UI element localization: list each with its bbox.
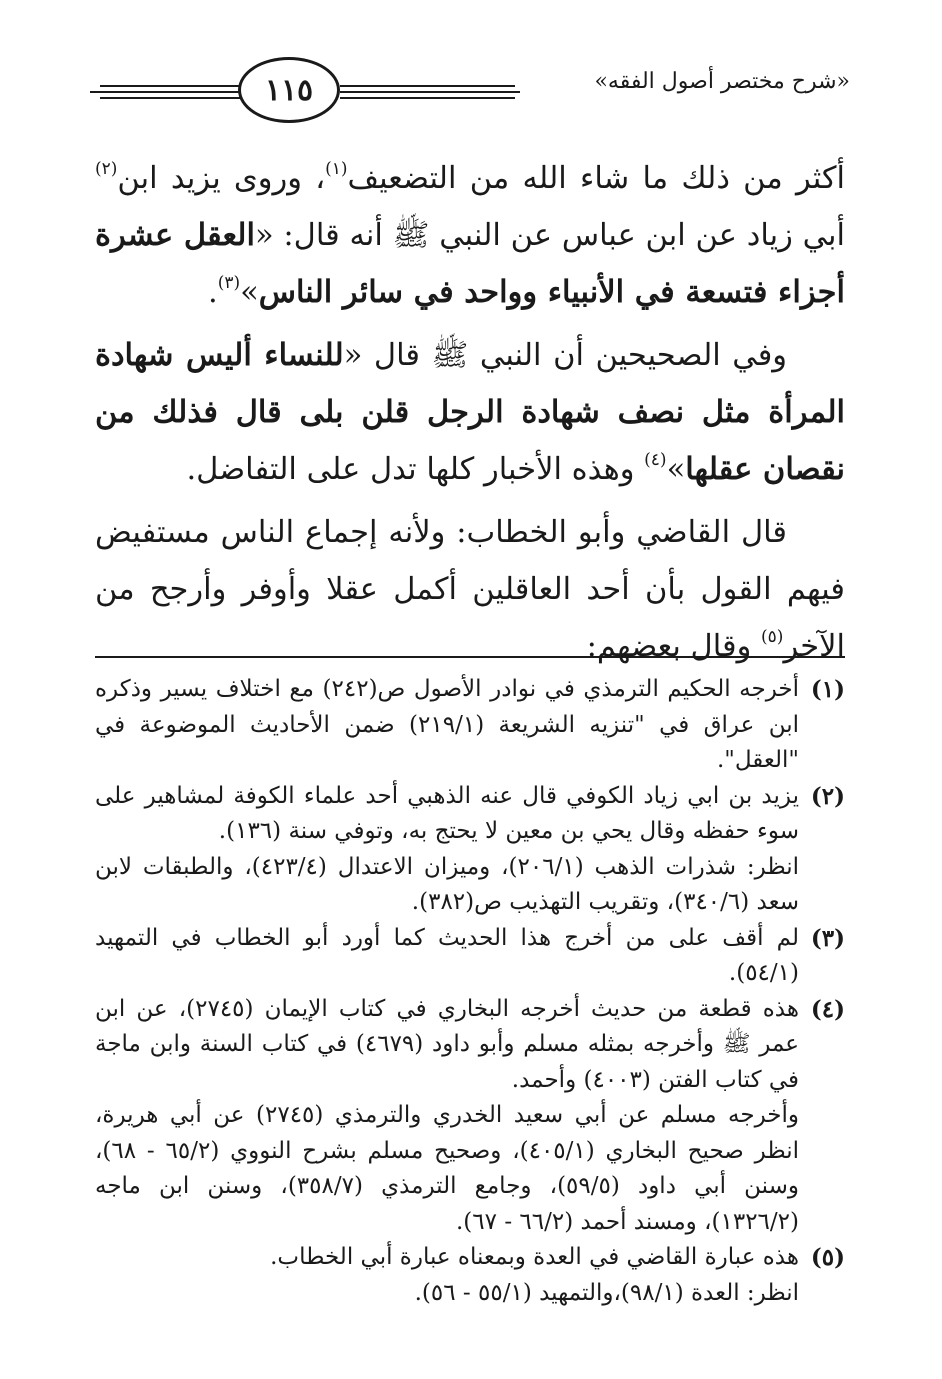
text-run: وهذه الأخبار كلها تدل على التفاضل. [186, 452, 645, 487]
text-run: وفي الصحيحين أن النبي ﷺ قال « [343, 338, 787, 373]
footnote-text [95, 779, 799, 921]
footnote-divider [95, 656, 845, 658]
text-run: قال القاضي وأبو الخطاب: ولأنه إجماع الناس مستفيض فيهم القول بأن أحد العاقلين أكمل عقلا وأوفر وأرجح من الآخر [95, 515, 845, 664]
header-rule [340, 97, 515, 99]
footnote-number: (٢) [810, 782, 845, 810]
header-rule [100, 97, 240, 99]
footnote-text [95, 1240, 799, 1311]
footnote-line: انظر: العدة (٩٨/١)،والتمهيد (٥٥/١ - ٥٦). [414, 1279, 799, 1306]
header-rule [340, 85, 515, 87]
footnote-line: هذه عبارة القاضي في العدة وبمعناه عبارة أبي الخطاب. [270, 1244, 799, 1270]
hadith-quote: العقل عشرة أجزاء فتسعة في الأنبياء وواحد في سائر الناس [95, 217, 845, 310]
hadith-quote: للنساء أليس شهادة المرأة مثل نصف شهادة الرجل قلن بلى قال فذلك من نقصان عقلها [95, 337, 845, 487]
text-run: أبي زياد عن ابن عباس عن النبي ﷺ أنه قال: « [254, 218, 846, 253]
footnote-4 [95, 992, 845, 1241]
footnote-line: لم أقف على من أخرج هذا الحديث كما أورد أبو الخطاب في التمهيد (٥٤/١). [95, 924, 799, 986]
footnote-ref[interactable]: (٢) [95, 159, 118, 179]
footnote-ref[interactable]: (٣) [217, 273, 241, 293]
footnote-number: (٥) [810, 1244, 845, 1271]
text-run: وقال بعضهم: [586, 629, 762, 664]
footnote-2 [95, 779, 845, 921]
footnote-line: يزيد بن ابي زياد الكوفي قال عنه الذهبي أحد علماء الكوفة لمشاهير على سوء حفظه وقال يحي بن معين لا يحتج به، وتوفي سنة (١٣٦). [95, 782, 799, 844]
footnote-5 [95, 1240, 845, 1311]
page-header [90, 55, 850, 125]
footnote-number: (١) [810, 676, 845, 703]
text-run: » [666, 452, 686, 487]
text-run: أكثر من ذلك ما شاء الله من التضعيف [347, 161, 846, 196]
text-run: . [207, 275, 218, 310]
footnote-ref[interactable]: (١) [325, 159, 348, 179]
paragraph-1 [95, 150, 845, 321]
header-rule [100, 85, 240, 87]
footnote-line: أخرجه الحكيم الترمذي في نوادر الأصول ص(٢٤٢) مع اختلاف يسير وذكره ابن عراق في "تنزيه الشريعة (٢١٩/١) ضمن الأحاديث الموضوعة في "العقل". [95, 676, 800, 773]
header-rule [340, 91, 520, 93]
footnote-text [95, 992, 799, 1241]
paragraph-3 [95, 504, 845, 675]
header-rule [90, 91, 240, 93]
running-title: «شرح مختصر أصول الفقه» [594, 69, 850, 94]
footnotes [95, 672, 845, 1311]
footnote-line: هذه قطعة من حديث أخرجه البخاري في كتاب الإيمان (٢٧٤٥)، عن ابن عمر ﷺ وأخرجه بمثله مسلم وأبو داود (٤٦٧٩) في كتاب السنة وابن ماجة في كتاب الفتن (٤٠٠٣) وأحمد. [95, 995, 799, 1093]
footnote-1 [95, 672, 845, 779]
footnote-text [95, 672, 799, 779]
footnote-ref[interactable]: (٥) [761, 627, 784, 647]
footnote-3 [95, 921, 845, 992]
footnote-line: انظر: شذرات الذهب (٢٠٦/١)، وميزان الاعتدال (٤٢٣/٤)، والطبقات لابن سعد (٣٤٠/٦)، وتقريب التهذيب ص(٣٨٢). [95, 853, 799, 915]
footnote-number: (٤) [810, 995, 845, 1023]
text-run: » [240, 275, 259, 310]
footnote-number: (٣) [810, 924, 845, 952]
text-run: ، وروى يزيد ابن [117, 161, 326, 196]
footnote-ref[interactable]: (٤) [644, 450, 667, 470]
paragraph-2 [95, 327, 845, 498]
main-text [95, 150, 845, 681]
footnote-text [95, 921, 799, 992]
footnote-line: وأخرجه مسلم عن أبي سعيد الخدري والترمذي (٢٧٤٥) عن أبي هريرة، انظر صحيح البخاري (٤٠٥/١)، وصحيح مسلم بشرح النووي (٦٥/٢ - ٦٨)، وسنن أبي داود (٥٩/٥)، وجامع الترمذي (٣٥٨/٧)، وسنن ابن ماجه (١٣٢٦/٢)، ومسند أحمد (٦٦/٢ - ٦٧). [95, 1102, 799, 1235]
page-number: ١١٥ [238, 57, 340, 123]
